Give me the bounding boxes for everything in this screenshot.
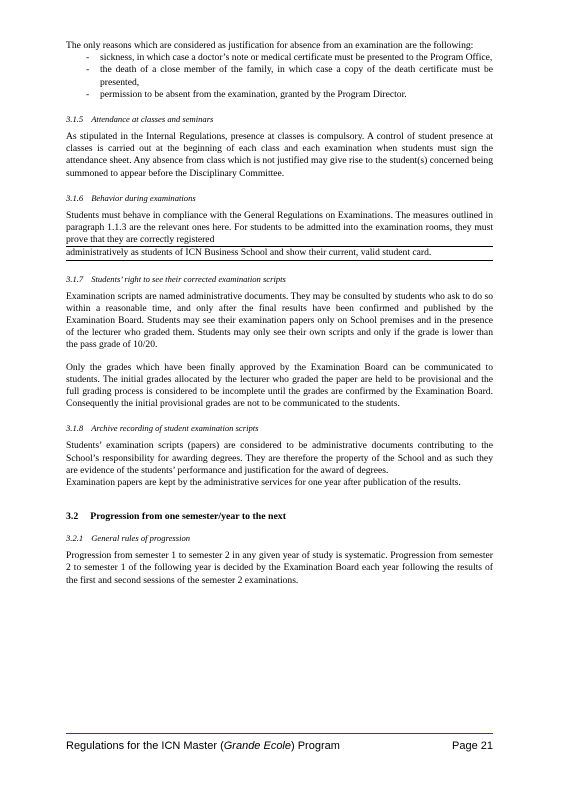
section-number: 3.1.6 [66,192,84,203]
page-footer [66,739,493,753]
section-title: Attendance at classes and seminars [91,114,214,125]
progression-paragraph: Progression from semester 1 to semester 2 in any given year of study is systematic. Progression from semester 2 to semester 1 of the following year is decided by the Examination Board each year following the results of the first and second sessions of the semester 2 examinations. [66,550,493,586]
section-title: General rules of progression [91,533,191,544]
section-number: 3.2.1 [66,533,84,544]
section-title: Behavior during examinations [91,192,196,203]
section-number: 3.1.8 [66,423,84,434]
list-item: - permission to be absent from the examination, granted by the Program Director. [66,89,493,101]
footer-divider [66,733,493,734]
section-heading-3-1-7 [66,274,493,285]
behavior-paragraph-b: administratively as students of ICN Business School and show their current, valid student card. [66,247,493,260]
attendance-paragraph: As stipulated in the Internal Regulations, presence at classes is compulsory. A control of student presence at classes is carried out at the beginning of each class and each examination when students must sign the attendance sheet. Any absence from class which is not justified may give rise to the student(s) concerned being summoned to appear before the Disciplinary Committee. [66,131,493,179]
section-heading-3-2-1 [66,533,493,544]
section-number: 3.1.5 [66,114,84,125]
section-heading-3-1-5 [66,114,493,125]
absence-reasons-list [66,52,493,101]
behavior-paragraph-a: Students must behave in compliance with the General Regulations on Examinations. The measures outlined in paragraph 1.1.3 are the relevant ones here. For students to be admitted into the examination rooms, they must prove that they are correctly registered [66,210,493,248]
scripts-paragraph-1: Examination scripts are named administrative documents. They may be consulted by students who ask to do so within a reasonable time, and only after the final results have been confirmed and published by the Examination Board. Students may see their examination papers only on School premises and in the presence of the lecturer who graded them. Students may only see their own scripts and only if the grade is lower than the pass grade of 10/20. [66,290,493,351]
section-title: Progression from one semester/year to the next [90,511,286,523]
document-page [66,40,493,587]
archive-paragraph-2: Examination papers are kept by the administrative services for one year after publication of the results. [66,477,461,489]
section-heading-3-1-6 [66,193,493,204]
section-title: Archive recording of student examination scripts [91,423,259,434]
footer-title-italic: Grande Ecole [223,740,291,752]
footer-title-pre: Regulations for the ICN Master ( [66,740,224,752]
section-title: Students’ right to see their corrected examination scripts [91,273,286,284]
intro-paragraph: The only reasons which are considered as justification for absence from an examination are the following: [66,40,474,51]
section-number: 3.2 [66,511,79,523]
section-heading-3-1-8 [66,423,493,434]
list-item: - sickness, in which case a doctor’s note or medical certificate must be presented to the Program Office, [66,52,493,64]
list-item: - the death of a close member of the family, in which case a copy of the death certificate must be presented, [66,64,493,88]
section-number: 3.1.7 [66,273,84,284]
section-heading-3-2 [66,511,493,523]
footer-title [66,739,340,753]
archive-paragraph-1: Students’ examination scripts (papers) are considered to be administrative documents contributing to the School’s responsibility for awarding degrees. They are therefore the property of the School and as such they are evidence of the students’ performance and justification for the award of degrees. [66,440,493,476]
scripts-paragraph-2: Only the grades which have been finally approved by the Examination Board can be communicated to students. The initial grades allocated by the lecturer who graded the paper are held to be provisional and the full grading process is considered to be incomplete until the grades are confirmed by the Examination Board. Consequently the initial provisional grades are not to be communicated to the students. [66,361,493,410]
footer-title-post: ) Program [291,740,340,752]
page-number: Page 21 [452,740,493,752]
